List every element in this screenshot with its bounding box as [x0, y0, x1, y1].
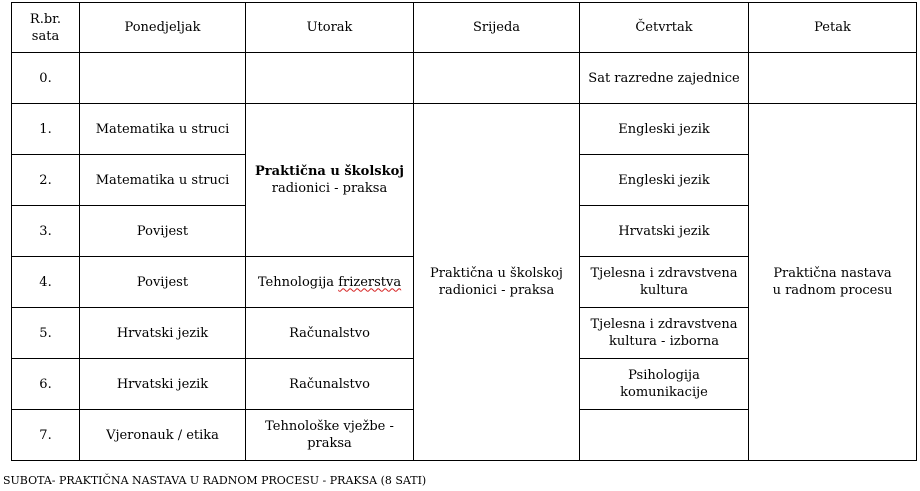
- period-header-line2: sata: [31, 28, 60, 44]
- cell-thursday-subject: Engleski jezik: [580, 155, 749, 206]
- day-header-wednesday: Srijeda: [414, 3, 580, 53]
- saturday-footnote: SUBOTA- PRAKTIČNA NASTAVA U RADNOM PROCESU - PRAKSA (8 SATI): [3, 474, 427, 487]
- tuesday-p7-line2: praksa: [307, 436, 352, 451]
- cell-monday-subject: Vjeronauk / etika: [80, 410, 246, 461]
- thursday-p5-line1: Tjelesna i zdravstvena: [590, 317, 738, 332]
- cell-monday-subject: Povijest: [80, 206, 246, 257]
- table-row: [12, 104, 917, 155]
- cell-thursday-empty: [580, 410, 749, 461]
- tuesday-p7-line1: Tehnološke vježbe -: [265, 419, 394, 434]
- thursday-p4-line1: Tjelesna i zdravstvena: [590, 266, 738, 281]
- cell-wednesday-merged-practice: [414, 104, 580, 461]
- period-number: 0.: [12, 53, 80, 104]
- tuesday-merged-rest-text: radionici - praksa: [271, 181, 388, 196]
- day-header-tuesday: Utorak: [246, 3, 414, 53]
- cell-monday-subject: Hrvatski jezik: [80, 359, 246, 410]
- tuesday-p4-text: Tehnologija: [257, 274, 339, 290]
- cell-wednesday-empty: [414, 53, 580, 104]
- period-number: 7.: [12, 410, 80, 461]
- cell-friday-empty: [749, 53, 917, 104]
- period-number: 3.: [12, 206, 80, 257]
- cell-monday-subject: Hrvatski jezik: [80, 308, 246, 359]
- friday-merged-line2: u radnom procesu: [772, 283, 893, 298]
- cell-tuesday-merged-practice: [246, 104, 414, 257]
- cell-thursday-subject: Psihologija komunikacije: [580, 359, 749, 410]
- timetable: [11, 2, 917, 461]
- day-header-friday: Petak: [749, 3, 917, 53]
- thursday-p5-line2: kultura - izborna: [608, 334, 720, 349]
- day-header-thursday: Četvrtak: [580, 3, 749, 53]
- cell-monday-subject: Matematika u struci: [80, 155, 246, 206]
- period-number: 1.: [12, 104, 80, 155]
- cell-friday-merged-practice: [749, 104, 917, 461]
- cell-tuesday-subject: [246, 257, 414, 308]
- period-number: 4.: [12, 257, 80, 308]
- period-header-line1: R.br.: [29, 11, 62, 27]
- cell-tuesday-subject: Računalstvo: [246, 308, 414, 359]
- wednesday-merged-line2: radionici - praksa: [438, 283, 555, 298]
- cell-tuesday-subject: [246, 410, 414, 461]
- period-number: 2.: [12, 155, 80, 206]
- period-number-header: [12, 3, 80, 53]
- cell-thursday-subject: [580, 308, 749, 359]
- cell-thursday-subject: Engleski jezik: [580, 104, 749, 155]
- cell-tuesday-empty: [246, 53, 414, 104]
- tuesday-merged-bold-text: Praktična u školskoj: [255, 164, 404, 179]
- cell-monday-subject: Matematika u struci: [80, 104, 246, 155]
- cell-tuesday-subject: Računalstvo: [246, 359, 414, 410]
- cell-thursday-subject: Hrvatski jezik: [580, 206, 749, 257]
- period-number: 6.: [12, 359, 80, 410]
- cell-monday-empty: [80, 53, 246, 104]
- table-row: [12, 53, 917, 104]
- cell-monday-subject: Povijest: [80, 257, 246, 308]
- header-row: [12, 3, 917, 53]
- wednesday-merged-line1: Praktična u školskoj: [430, 266, 563, 281]
- spellcheck-underlined-word: frizerstva: [338, 274, 402, 290]
- friday-merged-line1: Praktična nastava: [773, 266, 892, 281]
- thursday-p4-line2: kultura: [640, 283, 688, 298]
- day-header-monday: Ponedjeljak: [80, 3, 246, 53]
- period-number: 5.: [12, 308, 80, 359]
- cell-thursday-subject: Sat razredne zajednice: [580, 53, 749, 104]
- cell-thursday-subject: [580, 257, 749, 308]
